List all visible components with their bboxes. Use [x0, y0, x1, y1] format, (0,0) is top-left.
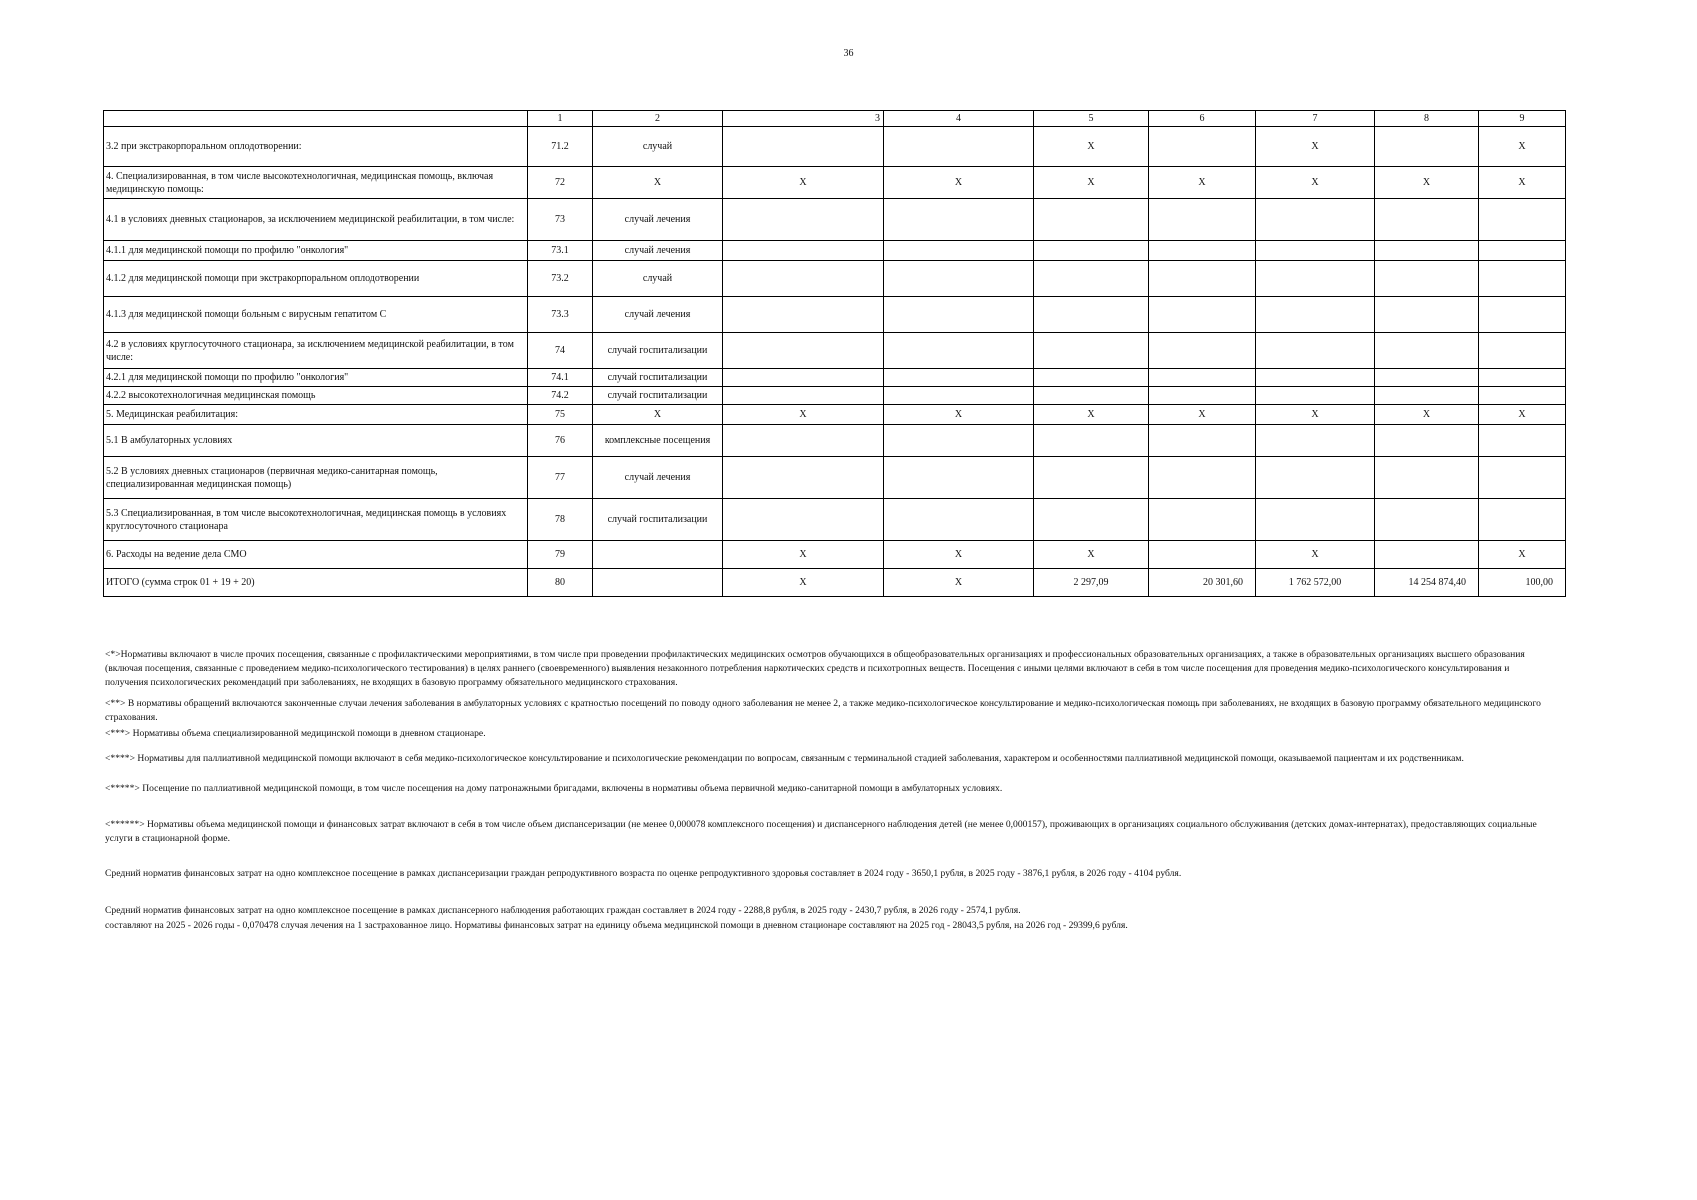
- cell-col-9: [1479, 387, 1566, 405]
- note-working-citizens: Средний норматив финансовых затрат на одно комплексное посещение в рамках диспансерного наблюдения работающих граждан составляет в 2024 году - 2288,8 рубля, в 2025 году - 2430,7 рубля, в 2026 году - 2574,1 рубля.: [105, 905, 1021, 916]
- cell-name: 4.1.2 для медицинской помощи при экстракорпоральном оплодотворении: [104, 261, 528, 297]
- cell-name: 3.2 при экстракорпоральном оплодотворении:: [104, 127, 528, 167]
- cell-col-7: [1256, 457, 1375, 499]
- cell-col-8: [1375, 333, 1479, 369]
- cell-col-9: [1479, 457, 1566, 499]
- footnotes: [105, 648, 1545, 933]
- cell-col-7: [1256, 425, 1375, 457]
- cell-unit: [593, 541, 723, 569]
- cell-name: 4. Специализированная, в том числе высокотехнологичная, медицинская помощь, включая медицинскую помощь:: [104, 167, 528, 199]
- cell-col-7: X: [1256, 167, 1375, 199]
- cell-row-code: 73.2: [528, 261, 593, 297]
- table-row: [104, 333, 1566, 369]
- cell-col-7: [1256, 387, 1375, 405]
- cell-col-9: [1479, 499, 1566, 541]
- cell-name: 4.2.1 для медицинской помощи по профилю "онкология": [104, 369, 528, 387]
- cell-col-3: X: [723, 167, 884, 199]
- table-row: [104, 241, 1566, 261]
- cell-col-6: [1149, 261, 1256, 297]
- cell-col-8: [1375, 369, 1479, 387]
- cell-col-7: [1256, 499, 1375, 541]
- cell-col-5: X: [1034, 541, 1149, 569]
- cell-name: 5.1 В амбулаторных условиях: [104, 425, 528, 457]
- cell-unit: случай госпитализации: [593, 499, 723, 541]
- cell-col-3: [723, 333, 884, 369]
- table-row: [104, 569, 1566, 597]
- cell-col-3: [723, 499, 884, 541]
- cell-col-8: [1375, 387, 1479, 405]
- header-cell: 3: [723, 111, 884, 127]
- cell-col-4: [884, 425, 1034, 457]
- cell-col-3: [723, 127, 884, 167]
- cell-col-5: [1034, 261, 1149, 297]
- cell-col-3: [723, 369, 884, 387]
- header-cell: 9: [1479, 111, 1566, 127]
- cell-col-8: [1375, 261, 1479, 297]
- footnote-5: <*****> Посещение по паллиативной медицинской помощи, в том числе посещения на дому патронажными бригадами, включены в нормативы объема первичной медико-санитарной помощи в амбулаторных условиях.: [105, 783, 1003, 794]
- cell-col-8: [1375, 457, 1479, 499]
- cell-unit: случай госпитализации: [593, 333, 723, 369]
- cell-col-9: [1479, 425, 1566, 457]
- cell-name: 5.2 В условиях дневных стационаров (первичная медико-санитарная помощь, специализированная медицинская помощь): [104, 457, 528, 499]
- cell-col-7: 1 762 572,00: [1256, 569, 1375, 597]
- cell-col-5: X: [1034, 405, 1149, 425]
- cell-name: 5.3 Специализированная, в том числе высокотехнологичная, медицинская помощь в условиях круглосуточного стационара: [104, 499, 528, 541]
- cell-row-code: 73: [528, 199, 593, 241]
- cell-col-4: [884, 457, 1034, 499]
- cell-col-8: 14 254 874,40: [1375, 569, 1479, 597]
- cell-unit: случай лечения: [593, 457, 723, 499]
- cell-col-9: [1479, 241, 1566, 261]
- cell-col-8: [1375, 541, 1479, 569]
- table-row: [104, 127, 1566, 167]
- cell-col-4: [884, 199, 1034, 241]
- cell-row-code: 79: [528, 541, 593, 569]
- header-cell: 2: [593, 111, 723, 127]
- table-header-row: [104, 111, 1566, 127]
- table-row: [104, 199, 1566, 241]
- cell-col-4: X: [884, 569, 1034, 597]
- cell-col-9: [1479, 369, 1566, 387]
- cell-col-8: [1375, 241, 1479, 261]
- cell-col-3: X: [723, 541, 884, 569]
- header-cell: [104, 111, 528, 127]
- cell-row-code: 74.2: [528, 387, 593, 405]
- cell-col-6: [1149, 499, 1256, 541]
- cell-col-4: [884, 499, 1034, 541]
- cell-row-code: 75: [528, 405, 593, 425]
- table-row: [104, 457, 1566, 499]
- cell-col-4: [884, 127, 1034, 167]
- footnote-4: <****> Нормативы для паллиативной медицинской помощи включают в себя медико-психологическое консультирование и психологические рекомендации по вопросам, связанным с терминальной стадией заболевания, характером и особенностями паллиативной медицинской помощи, оказываемой пациентам и их родственникам.: [105, 753, 1464, 764]
- cell-row-code: 78: [528, 499, 593, 541]
- cell-col-8: X: [1375, 405, 1479, 425]
- cell-name: 4.1 в условиях дневных стационаров, за исключением медицинской реабилитации, в том числе:: [104, 199, 528, 241]
- cell-col-7: X: [1256, 405, 1375, 425]
- cell-col-7: [1256, 297, 1375, 333]
- cell-col-8: [1375, 499, 1479, 541]
- normatives-table: [103, 110, 1566, 597]
- cell-col-3: [723, 261, 884, 297]
- cell-col-5: X: [1034, 167, 1149, 199]
- cell-col-6: [1149, 127, 1256, 167]
- cell-row-code: 73.3: [528, 297, 593, 333]
- cell-unit: случай лечения: [593, 241, 723, 261]
- cell-unit: [593, 569, 723, 597]
- cell-row-code: 71.2: [528, 127, 593, 167]
- cell-col-9: [1479, 297, 1566, 333]
- cell-unit: X: [593, 405, 723, 425]
- cell-col-9: X: [1479, 405, 1566, 425]
- cell-col-8: X: [1375, 167, 1479, 199]
- cell-col-6: [1149, 425, 1256, 457]
- cell-col-3: [723, 297, 884, 333]
- cell-col-5: [1034, 297, 1149, 333]
- table-row: [104, 297, 1566, 333]
- cell-col-6: [1149, 457, 1256, 499]
- cell-name: 4.2 в условиях круглосуточного стационара, за исключением медицинской реабилитации, в том числе:: [104, 333, 528, 369]
- page-number: 36: [843, 48, 854, 59]
- cell-col-4: [884, 241, 1034, 261]
- cell-unit: случай лечения: [593, 297, 723, 333]
- cell-col-4: X: [884, 405, 1034, 425]
- cell-row-code: 76: [528, 425, 593, 457]
- cell-row-code: 73.1: [528, 241, 593, 261]
- cell-col-6: [1149, 369, 1256, 387]
- cell-col-3: [723, 457, 884, 499]
- cell-col-3: X: [723, 569, 884, 597]
- cell-col-3: [723, 241, 884, 261]
- cell-col-7: [1256, 199, 1375, 241]
- cell-name: 4.1.3 для медицинской помощи больным с вирусным гепатитом С: [104, 297, 528, 333]
- cell-col-5: [1034, 499, 1149, 541]
- cell-col-4: [884, 297, 1034, 333]
- cell-row-code: 77: [528, 457, 593, 499]
- cell-col-6: [1149, 387, 1256, 405]
- cell-col-9: [1479, 199, 1566, 241]
- table-row: [104, 405, 1566, 425]
- cell-col-9: X: [1479, 541, 1566, 569]
- cell-name: 5. Медицинская реабилитация:: [104, 405, 528, 425]
- cell-col-6: [1149, 241, 1256, 261]
- cell-col-7: [1256, 369, 1375, 387]
- table-row: [104, 369, 1566, 387]
- cell-col-4: X: [884, 541, 1034, 569]
- footnote-2: <**> В нормативы обращений включаются законченные случаи лечения заболевания в амбулаторных условиях с кратностью посещений по поводу одного заболевания не менее 2, а также медико-психологическое консультирование и медико-психологическая помощь при заболеваниях, не входящих в базовую программу обязательного медицинского страхования.: [105, 698, 1541, 723]
- cell-col-6: [1149, 199, 1256, 241]
- cell-col-3: X: [723, 405, 884, 425]
- header-cell: 8: [1375, 111, 1479, 127]
- cell-col-4: [884, 387, 1034, 405]
- header-cell: 5: [1034, 111, 1149, 127]
- cell-col-5: [1034, 387, 1149, 405]
- footnote-6: <******> Нормативы объема медицинской помощи и финансовых затрат включают в себя в том числе объем диспансеризации (не менее 0,000078 комплексного посещения) и диспансерного наблюдения детей (не менее 0,000157), проживающих в организациях социального обслуживания (детских домах-интернатах), предоставляющих социальные услуги в стационарной форме.: [105, 819, 1537, 844]
- cell-unit: случай: [593, 261, 723, 297]
- cell-col-6: X: [1149, 167, 1256, 199]
- cell-col-6: X: [1149, 405, 1256, 425]
- cell-col-7: [1256, 333, 1375, 369]
- cell-row-code: 74: [528, 333, 593, 369]
- cell-col-9: [1479, 333, 1566, 369]
- note-day-hospital: составляют на 2025 - 2026 годы - 0,070478 случая лечения на 1 застрахованное лицо. Нормативы финансовых затрат на единицу объема медицинской помощи в дневном стационаре составляют на 2025 год - 28043,5 рубля, на 2026 год - 29399,6 рубля.: [105, 920, 1128, 931]
- cell-col-4: [884, 261, 1034, 297]
- header-cell: 1: [528, 111, 593, 127]
- header-cell: 4: [884, 111, 1034, 127]
- table-row: [104, 261, 1566, 297]
- footnote-3: <***> Нормативы объема специализированной медицинской помощи в дневном стационаре.: [105, 728, 486, 739]
- cell-col-4: X: [884, 167, 1034, 199]
- cell-row-code: 80: [528, 569, 593, 597]
- table-row: [104, 387, 1566, 405]
- cell-name: 6. Расходы на ведение дела СМО: [104, 541, 528, 569]
- cell-unit: случай госпитализации: [593, 369, 723, 387]
- cell-col-5: [1034, 457, 1149, 499]
- cell-name: 4.2.2 высокотехнологичная медицинская помощь: [104, 387, 528, 405]
- cell-unit: случай госпитализации: [593, 387, 723, 405]
- cell-col-9: 100,00: [1479, 569, 1566, 597]
- cell-col-3: [723, 199, 884, 241]
- cell-row-code: 74.1: [528, 369, 593, 387]
- cell-name: 4.1.1 для медицинской помощи по профилю "онкология": [104, 241, 528, 261]
- cell-col-6: 20 301,60: [1149, 569, 1256, 597]
- footnote-1: <*>Нормативы включают в числе прочих посещения, связанные с профилактическими мероприятиями, в том числе при проведении профилактических медицинских осмотров обучающихся в общеобразовательных организациях и профессиональных образовательных организациях, а также в образовательных организациях высшего образования (включая посещения, связанные с проведением медико-психологического тестирования) в целях раннего (своевременного) выявления незаконного потребления наркотических средств и психотропных веществ. Посещения с иными целями включают в себя в том числе посещения для проведения медико-психологического консультирования и получения психологических рекомендаций при заболеваниях, не входящих в базовую программу обязательного медицинского страхования.: [105, 649, 1525, 688]
- cell-col-7: X: [1256, 541, 1375, 569]
- cell-col-8: [1375, 297, 1479, 333]
- cell-col-8: [1375, 199, 1479, 241]
- cell-col-7: [1256, 261, 1375, 297]
- cell-col-3: [723, 425, 884, 457]
- cell-unit: комплексные посещения: [593, 425, 723, 457]
- cell-col-8: [1375, 127, 1479, 167]
- cell-col-7: [1256, 241, 1375, 261]
- cell-col-5: [1034, 199, 1149, 241]
- cell-col-5: [1034, 425, 1149, 457]
- cell-unit: случай лечения: [593, 199, 723, 241]
- table-row: [104, 541, 1566, 569]
- cell-col-6: [1149, 297, 1256, 333]
- cell-col-8: [1375, 425, 1479, 457]
- cell-col-3: [723, 387, 884, 405]
- cell-col-5: 2 297,09: [1034, 569, 1149, 597]
- cell-col-7: X: [1256, 127, 1375, 167]
- cell-unit: случай: [593, 127, 723, 167]
- cell-col-5: X: [1034, 127, 1149, 167]
- cell-col-4: [884, 369, 1034, 387]
- cell-col-5: [1034, 369, 1149, 387]
- cell-col-9: X: [1479, 167, 1566, 199]
- cell-col-6: [1149, 541, 1256, 569]
- cell-row-code: 72: [528, 167, 593, 199]
- note-reproductive-dispensary: Средний норматив финансовых затрат на одно комплексное посещение в рамках диспансеризации граждан репродуктивного возраста по оценке репродуктивного здоровья составляет в 2024 году - 3650,1 рубля, в 2025 году - 3876,1 рубля, в 2026 году - 4104 рубля.: [105, 868, 1182, 879]
- cell-col-5: [1034, 241, 1149, 261]
- cell-unit: X: [593, 167, 723, 199]
- header-cell: 7: [1256, 111, 1375, 127]
- table-row: [104, 499, 1566, 541]
- table-row: [104, 167, 1566, 199]
- cell-name: ИТОГО (сумма строк 01 + 19 + 20): [104, 569, 528, 597]
- header-cell: 6: [1149, 111, 1256, 127]
- cell-col-6: [1149, 333, 1256, 369]
- cell-col-9: [1479, 261, 1566, 297]
- cell-col-4: [884, 333, 1034, 369]
- cell-col-9: X: [1479, 127, 1566, 167]
- cell-col-5: [1034, 333, 1149, 369]
- table-row: [104, 425, 1566, 457]
